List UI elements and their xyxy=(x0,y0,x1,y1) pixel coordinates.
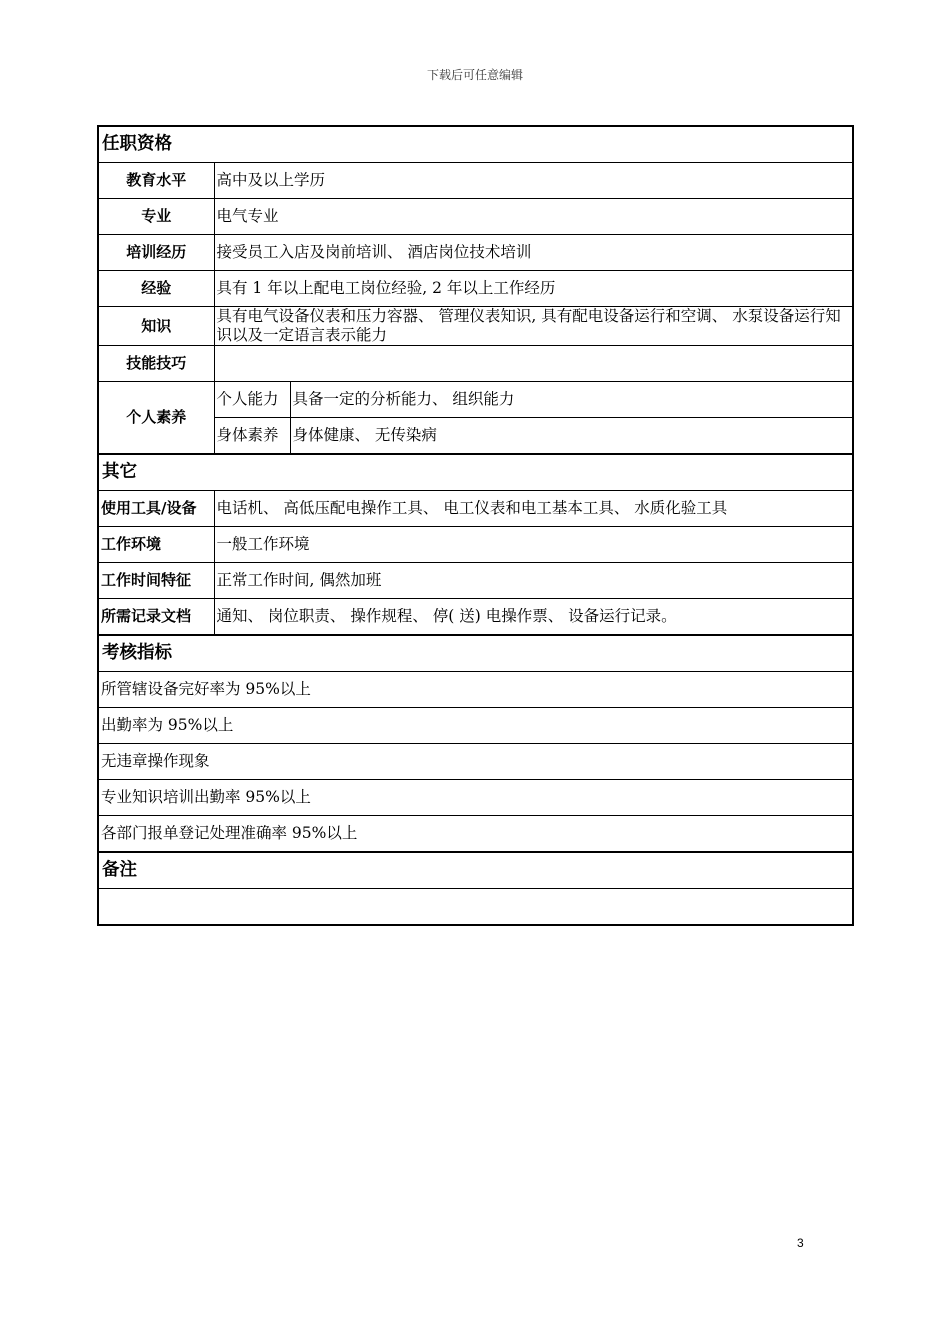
row-label: 使用工具/设备 xyxy=(98,491,214,527)
row-value xyxy=(214,346,853,382)
row-value: 正常工作时间, 偶然加班 xyxy=(214,563,853,599)
job-qualification-table xyxy=(97,125,854,926)
row-label: 工作环境 xyxy=(98,527,214,563)
row-documents xyxy=(98,599,853,636)
row-label: 个人素养 xyxy=(98,382,214,455)
kpi-text: 各部门报单登记处理准确率 95%以上 xyxy=(98,816,853,853)
kpi-item xyxy=(98,708,853,744)
row-value: 电气专业 xyxy=(214,199,853,235)
kpi-text: 无违章操作现象 xyxy=(98,744,853,780)
row-label: 知识 xyxy=(98,307,214,346)
row-tools xyxy=(98,491,853,527)
row-label: 专业 xyxy=(98,199,214,235)
row-value: 一般工作环境 xyxy=(214,527,853,563)
row-label: 技能技巧 xyxy=(98,346,214,382)
row-training xyxy=(98,235,853,271)
kpi-item xyxy=(98,816,853,853)
section-title: 任职资格 xyxy=(98,126,853,163)
kpi-item xyxy=(98,780,853,816)
row-education xyxy=(98,163,853,199)
page-number: 3 xyxy=(797,1236,804,1250)
section-title: 其它 xyxy=(98,454,853,491)
row-experience xyxy=(98,271,853,307)
kpi-text: 专业知识培训出勤率 95%以上 xyxy=(98,780,853,816)
row-major xyxy=(98,199,853,235)
row-value: 通知、 岗位职责、 操作规程、 停( 送) 电操作票、 设备运行记录。 xyxy=(214,599,853,636)
sub-value: 具备一定的分析能力、 组织能力 xyxy=(290,382,853,418)
row-value: 接受员工入店及岗前培训、 酒店岗位技术培训 xyxy=(214,235,853,271)
row-label: 所需记录文档 xyxy=(98,599,214,636)
row-work-time xyxy=(98,563,853,599)
section-other-header xyxy=(98,454,853,491)
sub-label: 身体素养 xyxy=(214,418,290,455)
row-value: 具有 1 年以上配电工岗位经验, 2 年以上工作经历 xyxy=(214,271,853,307)
section-remarks-header xyxy=(98,852,853,889)
row-value: 高中及以上学历 xyxy=(214,163,853,199)
section-qualification-header xyxy=(98,126,853,163)
kpi-text: 所管辖设备完好率为 95%以上 xyxy=(98,672,853,708)
sub-label: 个人能力 xyxy=(214,382,290,418)
section-title: 备注 xyxy=(98,852,853,889)
row-value: 具有电气设备仪表和压力容器、 管理仪表知识, 具有配电设备运行和空调、 水泵设备运行知识以及一定语言表示能力 xyxy=(214,307,853,346)
kpi-text: 出勤率为 95%以上 xyxy=(98,708,853,744)
remarks-row xyxy=(98,889,853,926)
row-value: 电话机、 高低压配电操作工具、 电工仪表和电工基本工具、 水质化验工具 xyxy=(214,491,853,527)
row-knowledge xyxy=(98,307,853,346)
row-label: 培训经历 xyxy=(98,235,214,271)
section-kpi-header xyxy=(98,635,853,672)
kpi-item xyxy=(98,744,853,780)
row-environment xyxy=(98,527,853,563)
sub-value: 身体健康、 无传染病 xyxy=(290,418,853,455)
kpi-item xyxy=(98,672,853,708)
row-label: 工作时间特征 xyxy=(98,563,214,599)
header-note: 下载后可任意编辑 xyxy=(426,68,523,82)
section-title: 考核指标 xyxy=(98,635,853,672)
row-skills xyxy=(98,346,853,382)
row-label: 经验 xyxy=(98,271,214,307)
row-label: 教育水平 xyxy=(98,163,214,199)
remarks-value xyxy=(98,889,853,926)
row-personal-ability xyxy=(98,382,853,418)
